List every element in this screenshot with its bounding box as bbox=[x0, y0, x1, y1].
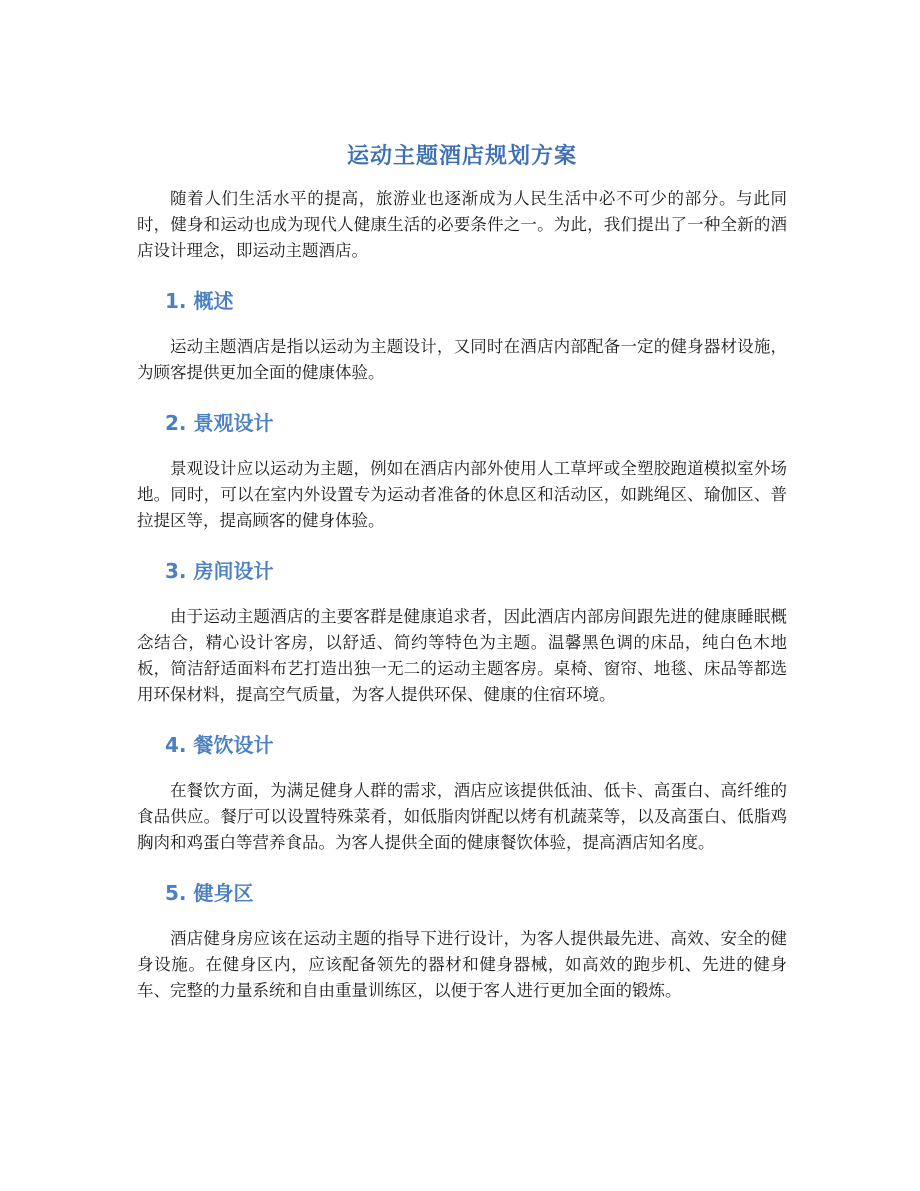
section-body-landscape: 景观设计应以运动为主题，例如在酒店内部外使用人工草坪或全塑胶跑道模拟室外场地。同时，可以在室内外设置专为运动者准备的休息区和活动区，如跳绳区、瑜伽区、普拉提区等，提高顾客的健身体验。 bbox=[137, 459, 787, 530]
section-body-rooms: 由于运动主题酒店的主要客群是健康追求者，因此酒店内部房间跟先进的健康睡眠概念结合，精心设计客房，以舒适、简约等特色为主题。温馨黑色调的床品，纯白色木地板，简洁舒适面料布艺打造出独一无二的运动主题客房。桌椅、窗帘、地毯、床品等都选用环保材料，提高空气质量，为客人提供环保、健康的住宿环境。 bbox=[137, 607, 787, 704]
section-heading-landscape: 2. 景观设计 bbox=[165, 411, 274, 435]
section-body-overview: 运动主题酒店是指以运动为主题设计，又同时在酒店内部配备一定的健身器材设施，为顾客提供更加全面的健康体验。 bbox=[137, 337, 787, 382]
page-title: 运动主题酒店规划方案 bbox=[346, 144, 577, 169]
section-body-dining: 在餐饮方面，为满足健身人群的需求，酒店应该提供低油、低卡、高蛋白、高纤维的食品供应。餐厅可以设置特殊菜肴，如低脂肉饼配以烤有机蔬菜等，以及高蛋白、低脂鸡胸肉和鸡蛋白等营养食品。为客人提供全面的健康餐饮体验，提高酒店知名度。 bbox=[137, 781, 787, 852]
section-heading-dining: 4. 餐饮设计 bbox=[165, 733, 274, 757]
section-heading-rooms: 3. 房间设计 bbox=[165, 559, 274, 583]
intro-paragraph: 随着人们生活水平的提高，旅游业也逐渐成为人民生活中必不可少的部分。与此同时，健身和运动也成为现代人健康生活的必要条件之一。为此，我们提出了一种全新的酒店设计理念，即运动主题酒店。 bbox=[137, 189, 787, 260]
document-page bbox=[137, 140, 787, 1004]
section-body-fitness: 酒店健身房应该在运动主题的指导下进行设计，为客人提供最先进、高效、安全的健身设施。在健身区内，应该配备领先的器材和健身器械，如高效的跑步机、先进的健身车、完整的力量系统和自由重量训练区，以便于客人进行更加全面的锻炼。 bbox=[137, 929, 787, 1000]
section-heading-fitness: 5. 健身区 bbox=[165, 881, 254, 905]
section-heading-overview: 1. 概述 bbox=[165, 289, 234, 313]
